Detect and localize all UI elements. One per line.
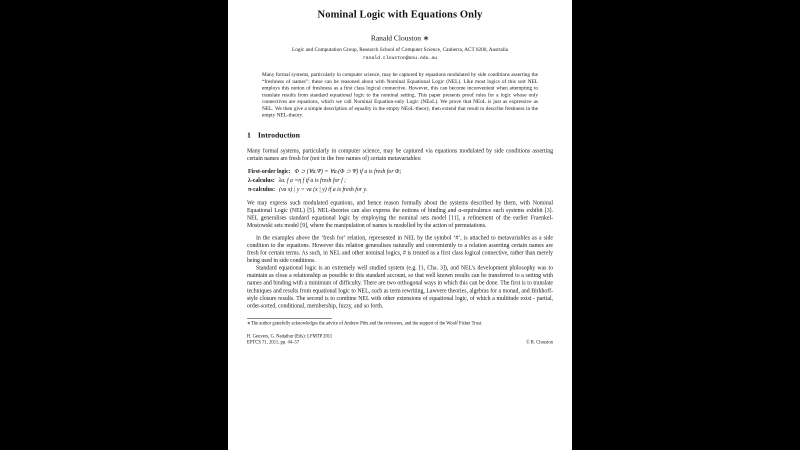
formula-body: (νa x) | y = νa (x | y) if a is fresh for y. <box>279 185 368 193</box>
footer-publication-info <box>247 334 332 346</box>
footer-eptcs-line: EPTCS 71, 2011, pp. 44–57 <box>247 340 300 346</box>
formula-lambda-calculus <box>248 176 553 185</box>
footnote-text: ∗The author gratefully acknowledges the advice of Andrew Pitts and the reviewers, and the support of the Woolf Fisher Trust. <box>247 320 483 326</box>
footer-copyright: © R. Clouston <box>526 340 553 346</box>
footnote-rule <box>247 318 332 319</box>
intro-paragraph-1: Many formal systems, particularly in computer science, may be captured via equations modulated by side conditions asserting certain names are fresh for (not in the free names of) certain metavariables: <box>247 147 553 162</box>
formula-label: π-calculus: <box>248 185 276 193</box>
paper-page-content <box>228 0 572 450</box>
paper-page <box>228 0 572 450</box>
formula-label: λ-calculus: <box>248 176 275 184</box>
page-footer <box>247 334 553 346</box>
author-name: Ranald Clouston ∗ <box>370 34 430 43</box>
author-affiliation: Logic and Computation Group, Research School of Computer Science, Canberra, ACT 0200, Australia <box>292 47 508 53</box>
formula-body: Φ ⊃ (∀a.Ψ) = ∀a.(Φ ⊃ Ψ) if a is fresh for Φ; <box>294 167 402 175</box>
formula-pi-calculus <box>248 185 553 194</box>
intro-paragraph-2: We may express such modulated equations, and hence reason formally about the systems described by them, with Nominal Equational Logic (NEL) [5]. NEL-theories can also express the notions of binding and α-equivalence such systems exhibit [3]. NEL generalises standard equational logic by employing the nominal sets model [11], a refinement of the earlier Fraenkel-Mostowski sets model [9], where the manipulation of names is modelled by the action of permutations. <box>247 199 553 229</box>
formula-block <box>248 167 553 194</box>
section-number: 1 <box>247 130 251 140</box>
formula-body: λa. f a =η f if a is fresh for f ; <box>278 176 347 184</box>
section-heading-introduction <box>247 131 553 140</box>
intro-paragraph-3: In the examples above the ‘fresh for’ relation, represented in NEL by the symbol ‘#’, is attached to metavariables as a side condition to the equations. However this relation generalises naturally and conveniently to a relation asserting certain names are fresh for certain terms. As such, in NEL and other nominal logics, # is treated as a first class logical connective, rather than merely being used in side conditions. <box>247 234 553 264</box>
author-email: ranald.clouston@anu.edu.au <box>362 55 438 61</box>
intro-paragraph-4: Standard equational logic is an extremely well studied system (e.g. [1, Cha. 3]), and NEL’s development philosophy was to maintain as close a relationship as possible to this standard account, so that well known results can be transferred to a setting with names and binding with a minimum of difficulty. There are two orthogonal ways in which this can be done. The first is to translate techniques and results from equational logic to NEL, such as term rewriting, Lawvere theories, algebras for a monad, and Birkhoff-style closure results. The second is to combine NEL with other extensions of equational logic, of which a multitude exist - partial, order-sorted, conditional, membership, fuzzy, and so forth. <box>247 264 553 309</box>
section-title: Introduction <box>257 130 300 140</box>
abstract-text: Many formal systems, particularly in computer science, may be captured by equations modulated by side conditions asserting the “freshness of names”; these can be reasoned about with Nominal Equational Logic (NEL). Like most logics of this sort NEL employs this notion of freshness as a first class logical connective. However, this can become inconvenient when attempting to translate results from standard equational logic to the nominal setting. This paper presents proof rules for a logic whose only connectives are equations, which we call Nominal Equation-only Logic (NEoL). We prove that NEoL is just as expressive as NEL. We then give a simple description of equality in the empty NEoL-theory, then extend that result to describe freshness in the empty NEL-theory. <box>262 72 538 119</box>
footer-editors-line: H. Geuvers, G. Nadathur (Eds): LFMTP 2011 <box>247 334 333 340</box>
formula-label: First-order logic: <box>248 167 291 175</box>
formula-first-order-logic <box>248 167 553 176</box>
paper-title: Nominal Logic with Equations Only <box>317 8 483 20</box>
